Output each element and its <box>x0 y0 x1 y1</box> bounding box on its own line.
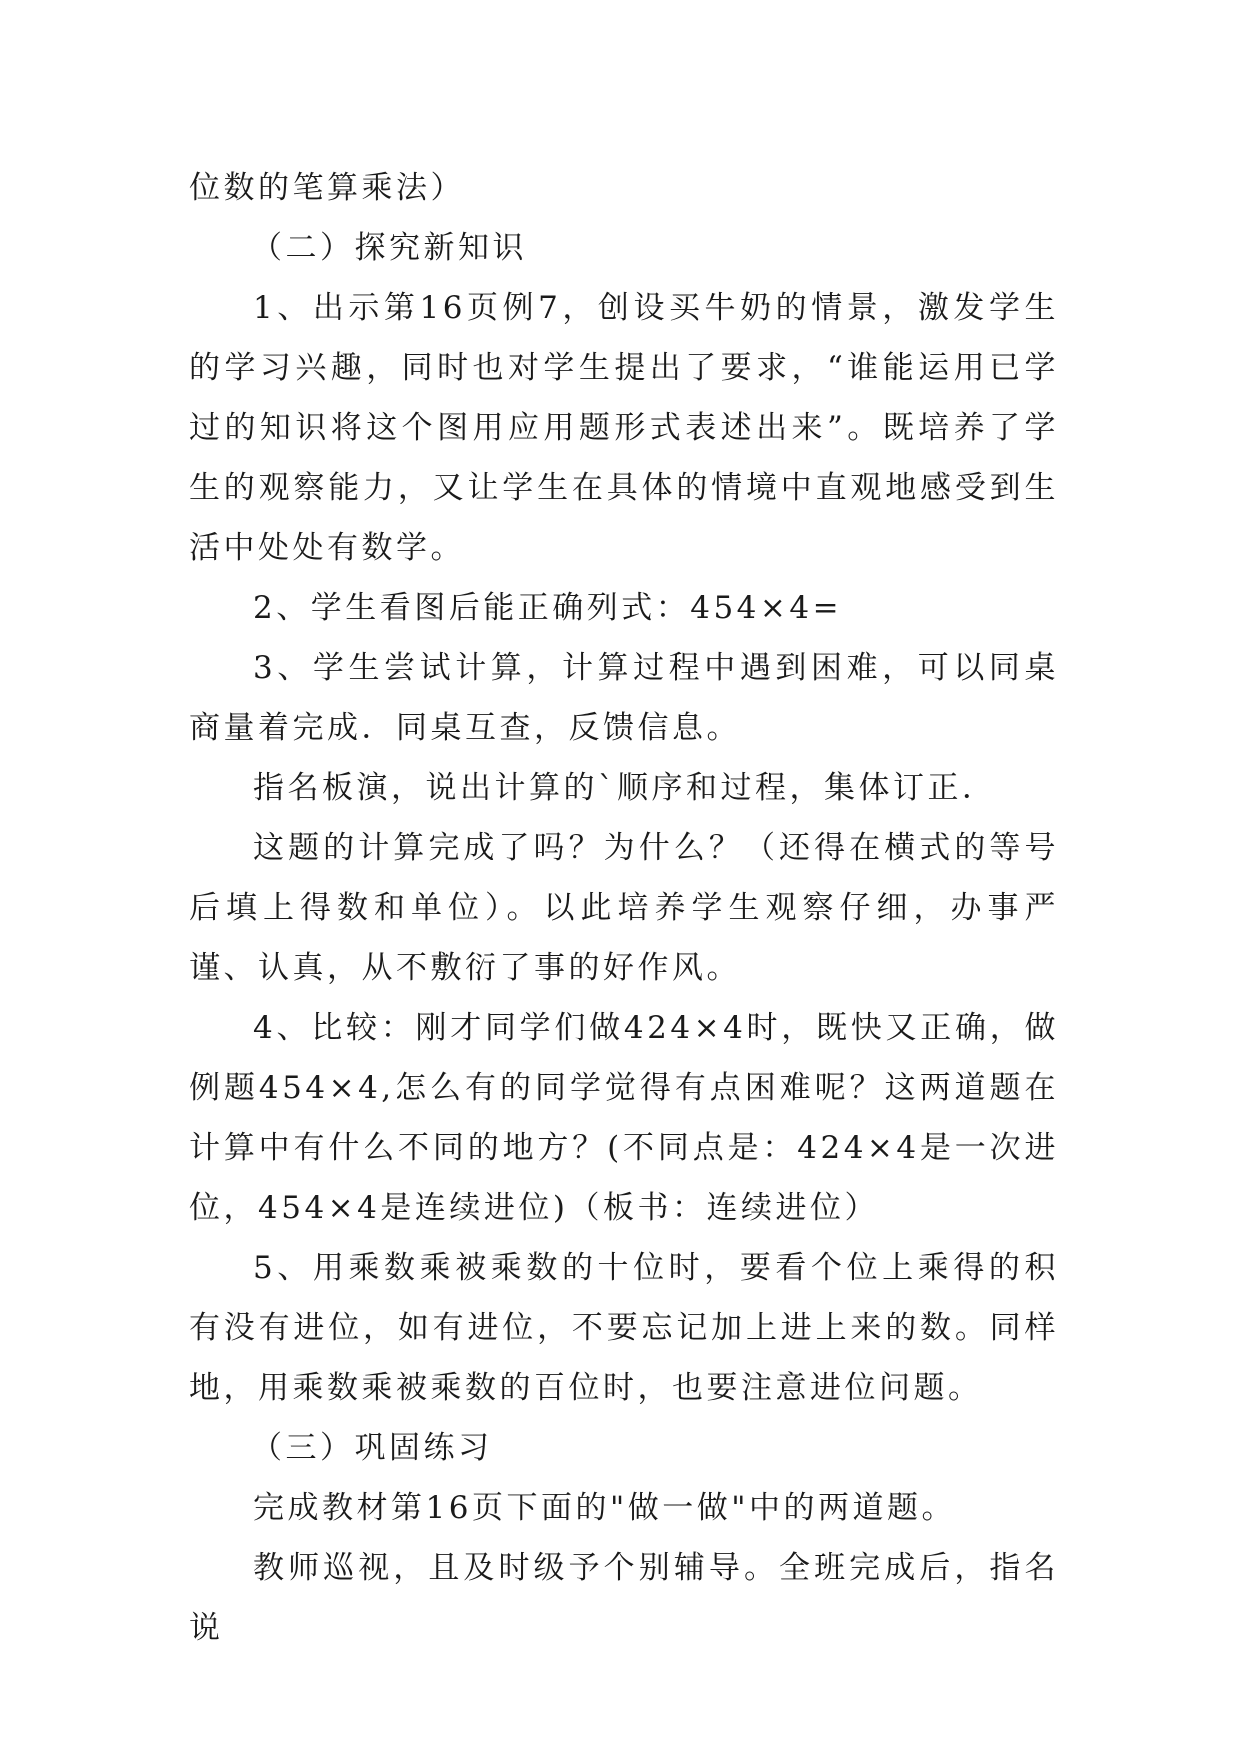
paragraph-step-2: 2、学生看图后能正确列式：454×4= <box>253 590 843 626</box>
paragraph-exercise: 完成教材第16页下面的"做一做"中的两道题。 <box>253 1490 956 1526</box>
paragraph-board-demo: 指名板演，说出计算的`顺序和过程，集体订正． <box>253 770 997 806</box>
paragraph-step-1: 1、出示第16页例7，创设买牛奶的情景，激发学生的学习兴趣，同时也对学生提出了要求，“谁能运用已学过的知识将这个图用应用题形式表述出来”。既培养了学生的观察能力，又让学生在具体的情境中直观地感受到生活中处处有数学。 <box>189 290 1059 566</box>
paragraph-continuation: 位数的笔算乘法） <box>189 170 465 206</box>
paragraph-step-4: 4、比较：刚才同学们做424×4时，既快又正确，做例题454×4,怎么有的同学觉得有点困难呢？这两道题在计算中有什么不同的地方？(不同点是：424×4是一次进位，454×4是连续进位)（板书：连续进位） <box>189 1010 1059 1226</box>
paragraph-teacher-guidance: 教师巡视，且及时级予个别辅导。全班完成后，指名说 <box>189 1550 1059 1646</box>
section-heading-practice: （三）巩固练习 <box>251 1430 493 1466</box>
paragraph-question: 这题的计算完成了吗？为什么？（还得在横式的等号后填上得数和单位）。以此培养学生观察仔细，办事严谨、认真，从不敷衍了事的好作风。 <box>189 830 1059 986</box>
paragraph-step-3: 3、学生尝试计算，计算过程中遇到困难，可以同桌商量着完成．同桌互查，反馈信息。 <box>189 650 1059 746</box>
paragraph-step-5: 5、用乘数乘被乘数的十位时，要看个位上乘得的积有没有进位，如有进位，不要忘记加上进上来的数。同样地，用乘数乘被乘数的百位时，也要注意进位问题。 <box>189 1250 1059 1406</box>
section-heading-explore: （二）探究新知识 <box>251 230 527 266</box>
document-body <box>189 158 1059 1658</box>
